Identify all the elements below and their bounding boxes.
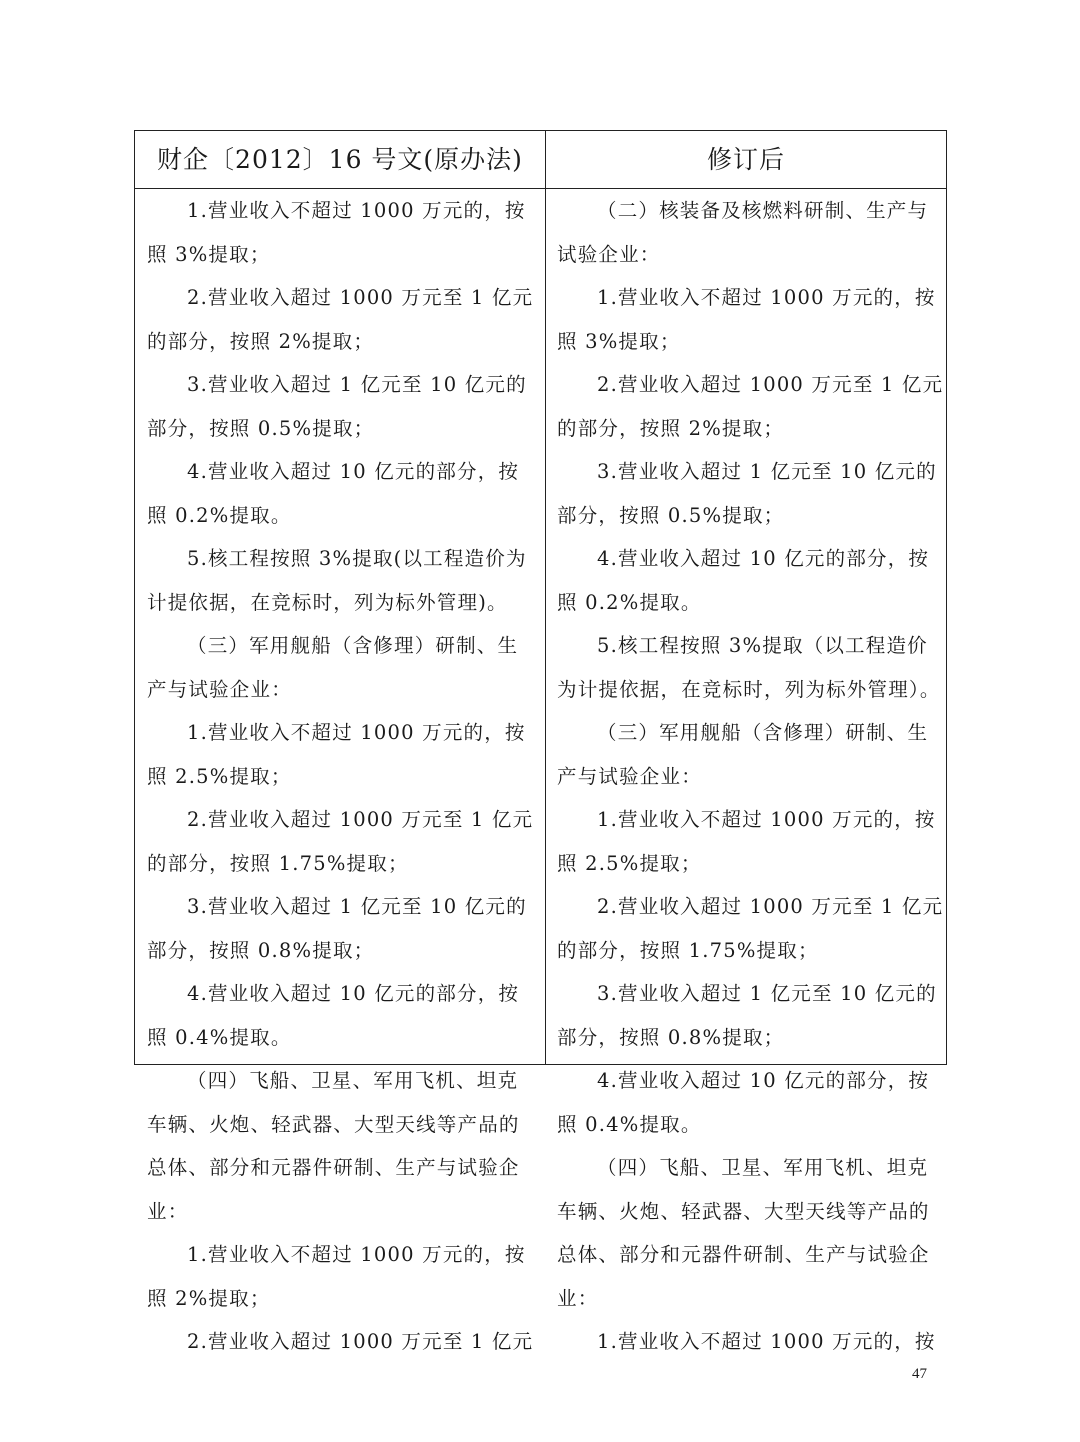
text-line: 1.营业收入不超过 1000 万元的，按 xyxy=(187,721,526,744)
text-line: 总体、部分和元器件研制、生产与试验企 xyxy=(147,1156,520,1179)
text-line: 5.核工程按照 3%提取(以工程造价为 xyxy=(187,547,527,570)
text-line: 总体、部分和元器件研制、生产与试验企 xyxy=(557,1243,930,1266)
column-divider xyxy=(545,131,546,1064)
page-number: 47 xyxy=(912,1366,927,1382)
text-line: （四）飞船、卫星、军用飞机、坦克 xyxy=(187,1069,519,1092)
text-line: 4.营业收入超过 10 亿元的部分，按 xyxy=(597,1069,930,1092)
text-line: 2.营业收入超过 1000 万元至 1 亿元 xyxy=(187,808,534,831)
text-line: 照 2%提取； xyxy=(147,1286,271,1310)
text-line: 1.营业收入不超过 1000 万元的，按 xyxy=(597,808,936,831)
original-policy-column xyxy=(147,189,537,1353)
text-line: 1.营业收入不超过 1000 万元的，按 xyxy=(187,1243,526,1266)
text-line: 部分，按照 0.8%提取； xyxy=(147,938,375,962)
table-header-row xyxy=(135,131,946,189)
text-line: 部分，按照 0.5%提取； xyxy=(147,416,375,440)
comparison-table xyxy=(134,130,947,1353)
text-line: 照 2.5%提取； xyxy=(147,764,292,788)
text-line: 照 0.2%提取。 xyxy=(557,590,702,614)
text-line: 为计提依据，在竞标时，列为标外管理）。 xyxy=(557,677,941,701)
text-line: （三）军用舰船（含修理）研制、生 xyxy=(597,721,929,744)
text-line: 的部分，按照 2%提取； xyxy=(557,416,785,440)
text-line: 3.营业收入超过 1 亿元至 10 亿元的 xyxy=(187,373,527,396)
text-line: （四）飞船、卫星、军用飞机、坦克 xyxy=(597,1156,929,1179)
text-line: 车辆、火炮、轻武器、大型天线等产品的 xyxy=(147,1112,520,1136)
text-line: 3.营业收入超过 1 亿元至 10 亿元的 xyxy=(597,460,937,483)
text-line: 2.营业收入超过 1000 万元至 1 亿元 xyxy=(597,895,944,918)
text-line: 照 0.2%提取。 xyxy=(147,503,292,527)
text-line: 照 3%提取； xyxy=(557,329,681,353)
text-line: 照 3%提取； xyxy=(147,242,271,266)
text-line: 产与试验企业： xyxy=(557,764,702,788)
text-line: 2.营业收入超过 1000 万元至 1 亿元 xyxy=(187,286,534,309)
text-line: 照 2.5%提取； xyxy=(557,851,702,875)
text-line: 4.营业收入超过 10 亿元的部分，按 xyxy=(187,460,520,483)
header-revised: 修订后 xyxy=(706,145,785,174)
text-line: 车辆、火炮、轻武器、大型天线等产品的 xyxy=(557,1199,930,1223)
text-line: （二）核装备及核燃料研制、生产与 xyxy=(597,199,929,222)
text-line: 1.营业收入不超过 1000 万元的，按 xyxy=(597,1330,936,1353)
text-line: 计提依据，在竞标时，列为标外管理)。 xyxy=(147,590,508,614)
text-line: 的部分，按照 1.75%提取； xyxy=(147,851,409,875)
text-line: 2.营业收入超过 1000 万元至 1 亿元 xyxy=(187,1330,534,1353)
text-line: 4.营业收入超过 10 亿元的部分，按 xyxy=(187,982,520,1005)
text-line: 的部分，按照 1.75%提取； xyxy=(557,938,819,962)
text-line: 1.营业收入不超过 1000 万元的，按 xyxy=(187,199,526,222)
text-line: 业： xyxy=(147,1199,189,1223)
text-line: 部分，按照 0.5%提取； xyxy=(557,503,785,527)
text-line: 产与试验企业： xyxy=(147,677,292,701)
text-line: 照 0.4%提取。 xyxy=(557,1112,702,1136)
text-line: 3.营业收入超过 1 亿元至 10 亿元的 xyxy=(597,982,937,1005)
text-line: 5.核工程按照 3%提取（以工程造价 xyxy=(597,634,928,657)
text-line: 照 0.4%提取。 xyxy=(147,1025,292,1049)
text-line: 部分，按照 0.8%提取； xyxy=(557,1025,785,1049)
text-line: 3.营业收入超过 1 亿元至 10 亿元的 xyxy=(187,895,527,918)
text-line: 业： xyxy=(557,1286,599,1310)
text-line: 1.营业收入不超过 1000 万元的，按 xyxy=(597,286,936,309)
text-line: 的部分，按照 2%提取； xyxy=(147,329,375,353)
text-line: 4.营业收入超过 10 亿元的部分，按 xyxy=(597,547,930,570)
text-line: 2.营业收入超过 1000 万元至 1 亿元 xyxy=(597,373,944,396)
revised-column xyxy=(557,189,944,1353)
header-original-policy: 财企〔2012〕16 号文(原办法) xyxy=(157,145,523,174)
text-line: （三）军用舰船（含修理）研制、生 xyxy=(187,634,519,657)
text-line: 试验企业： xyxy=(557,242,661,266)
